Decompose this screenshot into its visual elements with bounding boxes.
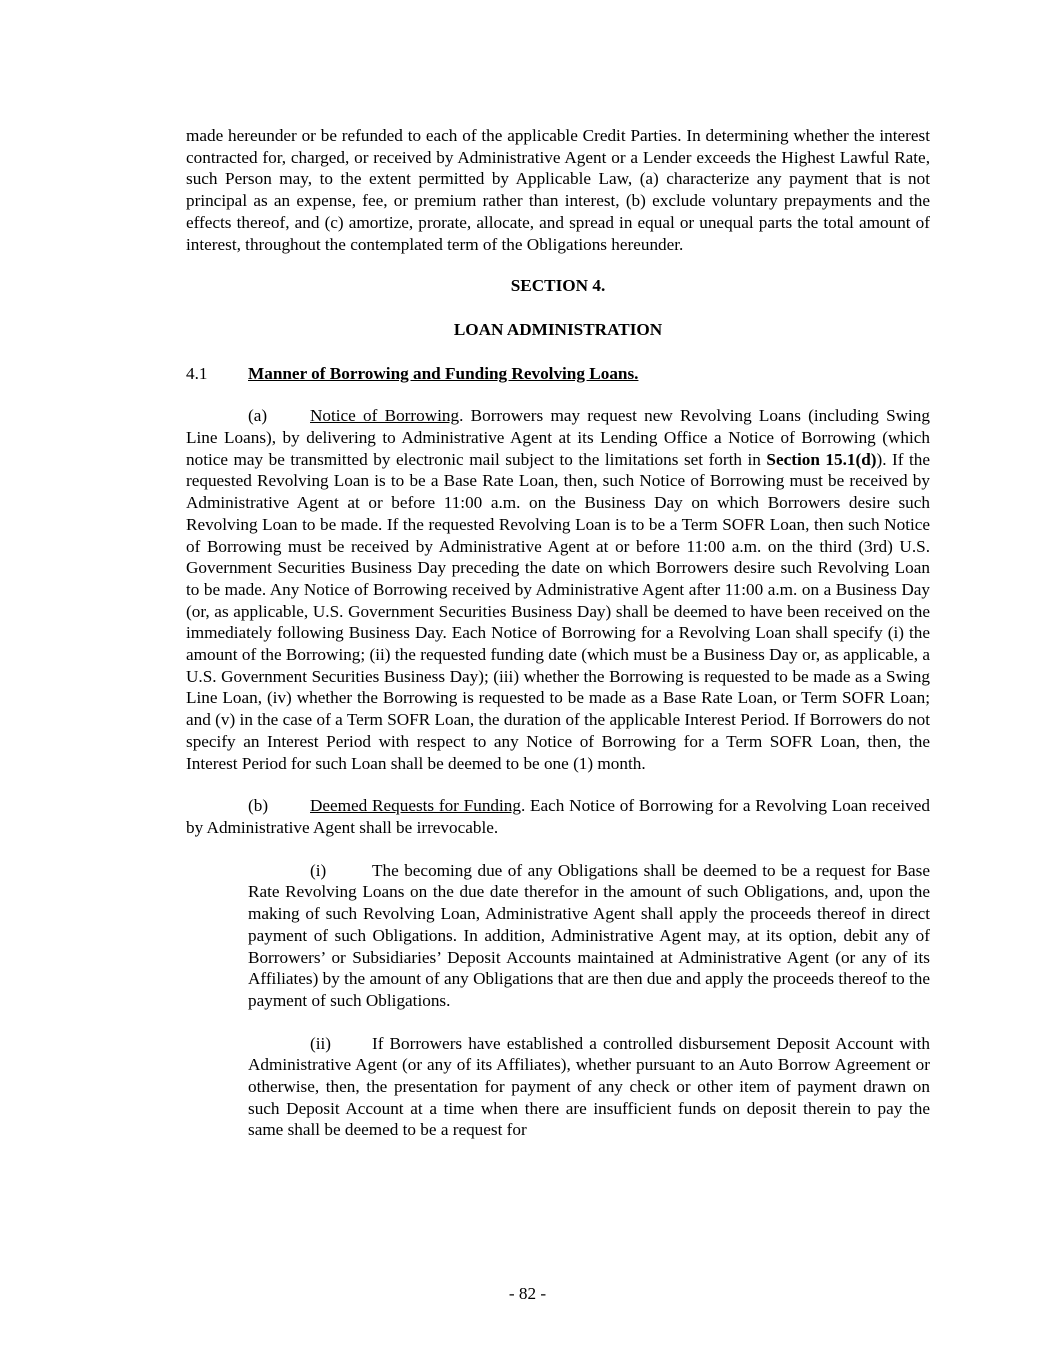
section-number: SECTION 4. — [510, 276, 606, 296]
paragraph-b-label: (b) — [248, 796, 269, 816]
paragraph-b-heading: Deemed Requests for Funding — [310, 796, 521, 816]
subsection-number: 4.1 — [186, 363, 208, 383]
paragraph-b-text: . Each Notice of Borrowing for a Revolving Loan received by Administrative Agent shall be irrevocable. — [186, 796, 930, 837]
paragraph-a-heading: Notice of Borrowing — [310, 406, 460, 426]
intro-paragraph: made hereunder or be refunded to each of the applicable Credit Parties. In determining whether the interest contracted for, charged, or received by Administrative Agent or a Lender exceeds the Highest Lawful Rate, such Person may, to the extent permitted by Applicable Law, (a) characterize any payment that is not principal as an expense, fee, or premium rather than interest, (b) exclude voluntary prepayments and the effects thereof, and (c) amortize, prorate, allocate, and spread in equal or unequal parts the total amount of interest, throughout the contemplated term of the Obligations hereunder. — [186, 126, 930, 254]
subparagraph-ii-text: If Borrowers have established a controlled disbursement Deposit Account with Administrative Agent (or any of its Affiliates), whether pursuant to an Auto Borrow Agreement or otherwise, then, the presentation for payment of any check or other item of payment drawn on such Deposit Account at a time when there are insufficient funds on deposit therein to pay the same shall be deemed to be a request for — [248, 1033, 930, 1140]
paragraph-a — [186, 405, 930, 774]
subparagraph-i-label: (i) — [310, 860, 327, 880]
paragraph-a-label: (a) — [248, 406, 268, 426]
paragraph-a-text-2: ). If the requested Revolving Loan is to be a Base Rate Loan, then, such Notice of Borrowing must be received by Administrative Agent at or before 11:00 a.m. on the Business Day on which Borrowers desire such Revolving Loan to be made. If the requested Revolving Loan is to be a Term SOFR Loan, then such Notice of Borrowing must be received by Administrative Agent at or before 11:00 a.m. on the third (3rd) U.S. Government Securities Business Day preceding the date on which Borrowers desire such Revolving Loan to be made. Any Notice of Borrowing received by Administrative Agent after 11:00 a.m. on a Business Day (or, as applicable, U.S. Government Securities Business Day) shall be deemed to have been received on the immediately following Business Day. Each Notice of Borrowing for a Revolving Loan shall specify (i) the amount of the Borrowing; (ii) the requested funding date (which must be a Business Day or, as applicable, a U.S. Government Securities Business Day); (iii) whether the Borrowing is requested to be made as a Swing Line Loan, (iv) whether the Borrowing is requested to be made as a Base Rate Loan, or Term SOFR Loan; and (v) in the case of a Term SOFR Loan, the duration of the applicable Interest Period. If Borrowers do not specify an Interest Period with respect to any Notice of Borrowing for a Term SOFR Loan, then, the Interest Period for such Loan shall be deemed to be one (1) month. — [186, 449, 930, 773]
subsection-heading — [186, 363, 930, 385]
subsection-title: Manner of Borrowing and Funding Revolving Loans. — [248, 363, 639, 383]
subparagraph-i-text: The becoming due of any Obligations shall be deemed to be a request for Base Rate Revolving Loans on the due date therefor in the amount of such Obligations, and, upon the making of such Revolving Loan, Administrative Agent shall apply the proceeds thereof in direct payment of such Obligations. In addition, Administrative Agent may, at its option, debit any of Borrowers’ or Subsidiaries’ Deposit Accounts maintained at Administrative Agent (or any of its Affiliates) by the amount of any Obligations that are then due and apply the proceeds thereof to the payment of such Obligations. — [248, 860, 930, 1010]
document-page — [186, 125, 930, 1162]
paragraph-b — [186, 795, 930, 838]
subparagraph-ii — [248, 1033, 930, 1142]
paragraph-a-reference: Section 15.1(d) — [766, 449, 877, 469]
paragraph-a-text-1: . Borrowers may request new Revolving Loans (including Swing Line Loans), by delivering to Administrative Agent at its Lending Office a Notice of Borrowing (which notice may be transmitted by electronic mail subject to the limitations set forth in — [186, 406, 930, 469]
subparagraph-ii-label: (ii) — [310, 1033, 331, 1053]
subparagraph-i — [248, 860, 930, 1012]
section-title: LOAN ADMINISTRATION — [453, 319, 663, 339]
page-number: - 82 - — [508, 1284, 547, 1303]
